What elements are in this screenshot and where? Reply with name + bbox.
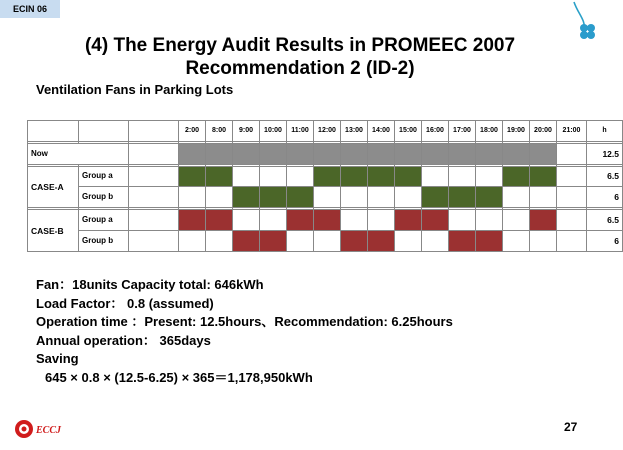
eccj-logo-text: ECCJ bbox=[36, 425, 62, 436]
schedule-header-row bbox=[28, 121, 623, 142]
title-line-1: (4) The Energy Audit Results in PROMEEC 2007 bbox=[84, 35, 516, 56]
schedule-bar bbox=[368, 166, 395, 187]
schedule-cell bbox=[395, 187, 422, 208]
schedule-cell bbox=[129, 231, 179, 252]
hour-header: 9:00 bbox=[233, 121, 260, 142]
schedule-row bbox=[28, 166, 623, 187]
hours-value: 6 bbox=[587, 187, 623, 208]
group-label: Group b bbox=[79, 231, 129, 252]
schedule-bar bbox=[368, 143, 395, 164]
schedule-bar bbox=[422, 187, 449, 208]
schedule-bar bbox=[476, 187, 503, 208]
schedule-cell bbox=[557, 187, 587, 208]
load-factor-text: Load Factor： 0.8 (assumed) bbox=[36, 295, 214, 311]
schedule-bar bbox=[368, 231, 395, 252]
section-subtitle: Ventilation Fans in Parking Lots bbox=[36, 82, 234, 97]
header-cell bbox=[129, 121, 179, 142]
eccj-logo-icon bbox=[14, 418, 74, 440]
schedule-bar bbox=[449, 231, 476, 252]
hours-value: 12.5 bbox=[587, 143, 623, 164]
schedule-bar bbox=[314, 166, 341, 187]
schedule-bar bbox=[530, 210, 557, 231]
schedule-bar bbox=[260, 187, 287, 208]
hour-header: 20:00 bbox=[530, 121, 557, 142]
hour-header: 15:00 bbox=[395, 121, 422, 142]
schedule-cell bbox=[341, 187, 368, 208]
schedule-bar bbox=[422, 210, 449, 231]
schedule-row bbox=[28, 143, 623, 164]
hour-header: 10:00 bbox=[260, 121, 287, 142]
schedule-cell bbox=[129, 187, 179, 208]
group-label: Group a bbox=[79, 166, 129, 187]
schedule-bar bbox=[341, 231, 368, 252]
hour-header: 12:00 bbox=[314, 121, 341, 142]
hours-value: 6.5 bbox=[587, 210, 623, 231]
schedule-bar bbox=[530, 166, 557, 187]
schedule-cell bbox=[449, 210, 476, 231]
schedule-bar bbox=[530, 143, 557, 164]
schedule-cell bbox=[129, 210, 179, 231]
schedule-cell bbox=[422, 166, 449, 187]
hour-header: 16:00 bbox=[422, 121, 449, 142]
schedule-cell bbox=[129, 166, 179, 187]
schedule-cell bbox=[287, 166, 314, 187]
hour-header: 17:00 bbox=[449, 121, 476, 142]
schedule-cell bbox=[476, 166, 503, 187]
page-number: 27 bbox=[564, 420, 578, 434]
slide-title bbox=[0, 34, 600, 80]
annual-operation-text: Annual operation： 365days bbox=[36, 332, 211, 348]
schedule-cell bbox=[530, 231, 557, 252]
fan-capacity-text: Fan：18units Capacity total: 646kWh bbox=[36, 277, 264, 292]
schedule-bar bbox=[206, 143, 233, 164]
schedule-cell bbox=[557, 210, 587, 231]
schedule-bar bbox=[179, 143, 206, 164]
schedule-bar bbox=[233, 231, 260, 252]
audit-info bbox=[36, 276, 453, 387]
schedule-bar bbox=[503, 166, 530, 187]
schedule-bar bbox=[179, 166, 206, 187]
case-label: CASE-B bbox=[28, 210, 79, 252]
schedule-bar bbox=[206, 210, 233, 231]
hours-unit-header: h bbox=[587, 121, 623, 142]
schedule-bar bbox=[287, 143, 314, 164]
hour-header: 19:00 bbox=[503, 121, 530, 142]
schedule-bar bbox=[341, 143, 368, 164]
group-label: Group a bbox=[79, 210, 129, 231]
schedule-bar bbox=[314, 210, 341, 231]
saving-calculation: 645 × 0.8 × (12.5-6.25) × 365＝1,178,950kWh bbox=[45, 369, 313, 385]
hour-header: 13:00 bbox=[341, 121, 368, 142]
schedule-bar bbox=[260, 143, 287, 164]
schedule-cell bbox=[314, 231, 341, 252]
operation-schedule-table bbox=[27, 120, 623, 252]
schedule-bar bbox=[422, 143, 449, 164]
schedule-cell bbox=[129, 143, 179, 164]
schedule-bar bbox=[395, 210, 422, 231]
schedule-bar bbox=[395, 166, 422, 187]
schedule-cell bbox=[368, 187, 395, 208]
schedule-row bbox=[28, 231, 623, 252]
schedule-bar bbox=[449, 143, 476, 164]
schedule-cell bbox=[530, 187, 557, 208]
schedule-bar bbox=[233, 187, 260, 208]
operation-time-text: Operation time ：Present: 12.5hours、Recommendation: 6.25hours bbox=[36, 314, 453, 329]
schedule-cell bbox=[557, 166, 587, 187]
case-label: CASE-A bbox=[28, 166, 79, 208]
hour-header: 11:00 bbox=[287, 121, 314, 142]
schedule-bar bbox=[449, 187, 476, 208]
header-cell bbox=[79, 121, 129, 142]
schedule-cell bbox=[233, 210, 260, 231]
schedule-bar bbox=[287, 187, 314, 208]
hours-value: 6 bbox=[587, 231, 623, 252]
schedule-row bbox=[28, 210, 623, 231]
schedule-cell bbox=[233, 166, 260, 187]
schedule-cell bbox=[179, 231, 206, 252]
schedule-cell bbox=[449, 166, 476, 187]
schedule-bar bbox=[287, 210, 314, 231]
hour-header: 21:00 bbox=[557, 121, 587, 142]
group-label: Group b bbox=[79, 187, 129, 208]
schedule-cell bbox=[557, 231, 587, 252]
schedule-bar bbox=[395, 143, 422, 164]
schedule-cell bbox=[557, 143, 587, 164]
hour-header: 2:00 bbox=[179, 121, 206, 142]
slide-tag: ECIN 06 bbox=[0, 0, 60, 18]
schedule-cell bbox=[206, 231, 233, 252]
title-line-2: Recommendation 2 (ID-2) bbox=[185, 58, 415, 79]
schedule-cell bbox=[179, 187, 206, 208]
schedule-cell bbox=[287, 231, 314, 252]
schedule-cell bbox=[260, 210, 287, 231]
schedule-bar bbox=[206, 166, 233, 187]
schedule-row bbox=[28, 187, 623, 208]
schedule-cell bbox=[476, 210, 503, 231]
header-cell bbox=[28, 121, 79, 142]
schedule-cell bbox=[368, 210, 395, 231]
schedule-bar bbox=[503, 143, 530, 164]
hour-header: 8:00 bbox=[206, 121, 233, 142]
schedule-bar bbox=[260, 231, 287, 252]
schedule-cell bbox=[503, 231, 530, 252]
schedule-bar bbox=[179, 210, 206, 231]
schedule-cell bbox=[503, 187, 530, 208]
saving-label: Saving bbox=[36, 351, 79, 366]
schedule-bar bbox=[341, 166, 368, 187]
schedule-cell bbox=[260, 166, 287, 187]
schedule-cell bbox=[314, 187, 341, 208]
schedule-cell bbox=[422, 231, 449, 252]
schedule-cell bbox=[206, 187, 233, 208]
hour-header: 18:00 bbox=[476, 121, 503, 142]
hours-value: 6.5 bbox=[587, 166, 623, 187]
schedule-cell bbox=[341, 210, 368, 231]
schedule-cell bbox=[503, 210, 530, 231]
schedule-bar bbox=[233, 143, 260, 164]
schedule-bar bbox=[314, 143, 341, 164]
hour-header: 14:00 bbox=[368, 121, 395, 142]
row-label: Now bbox=[28, 143, 129, 164]
schedule-bar bbox=[476, 143, 503, 164]
schedule-cell bbox=[395, 231, 422, 252]
schedule-bar bbox=[476, 231, 503, 252]
